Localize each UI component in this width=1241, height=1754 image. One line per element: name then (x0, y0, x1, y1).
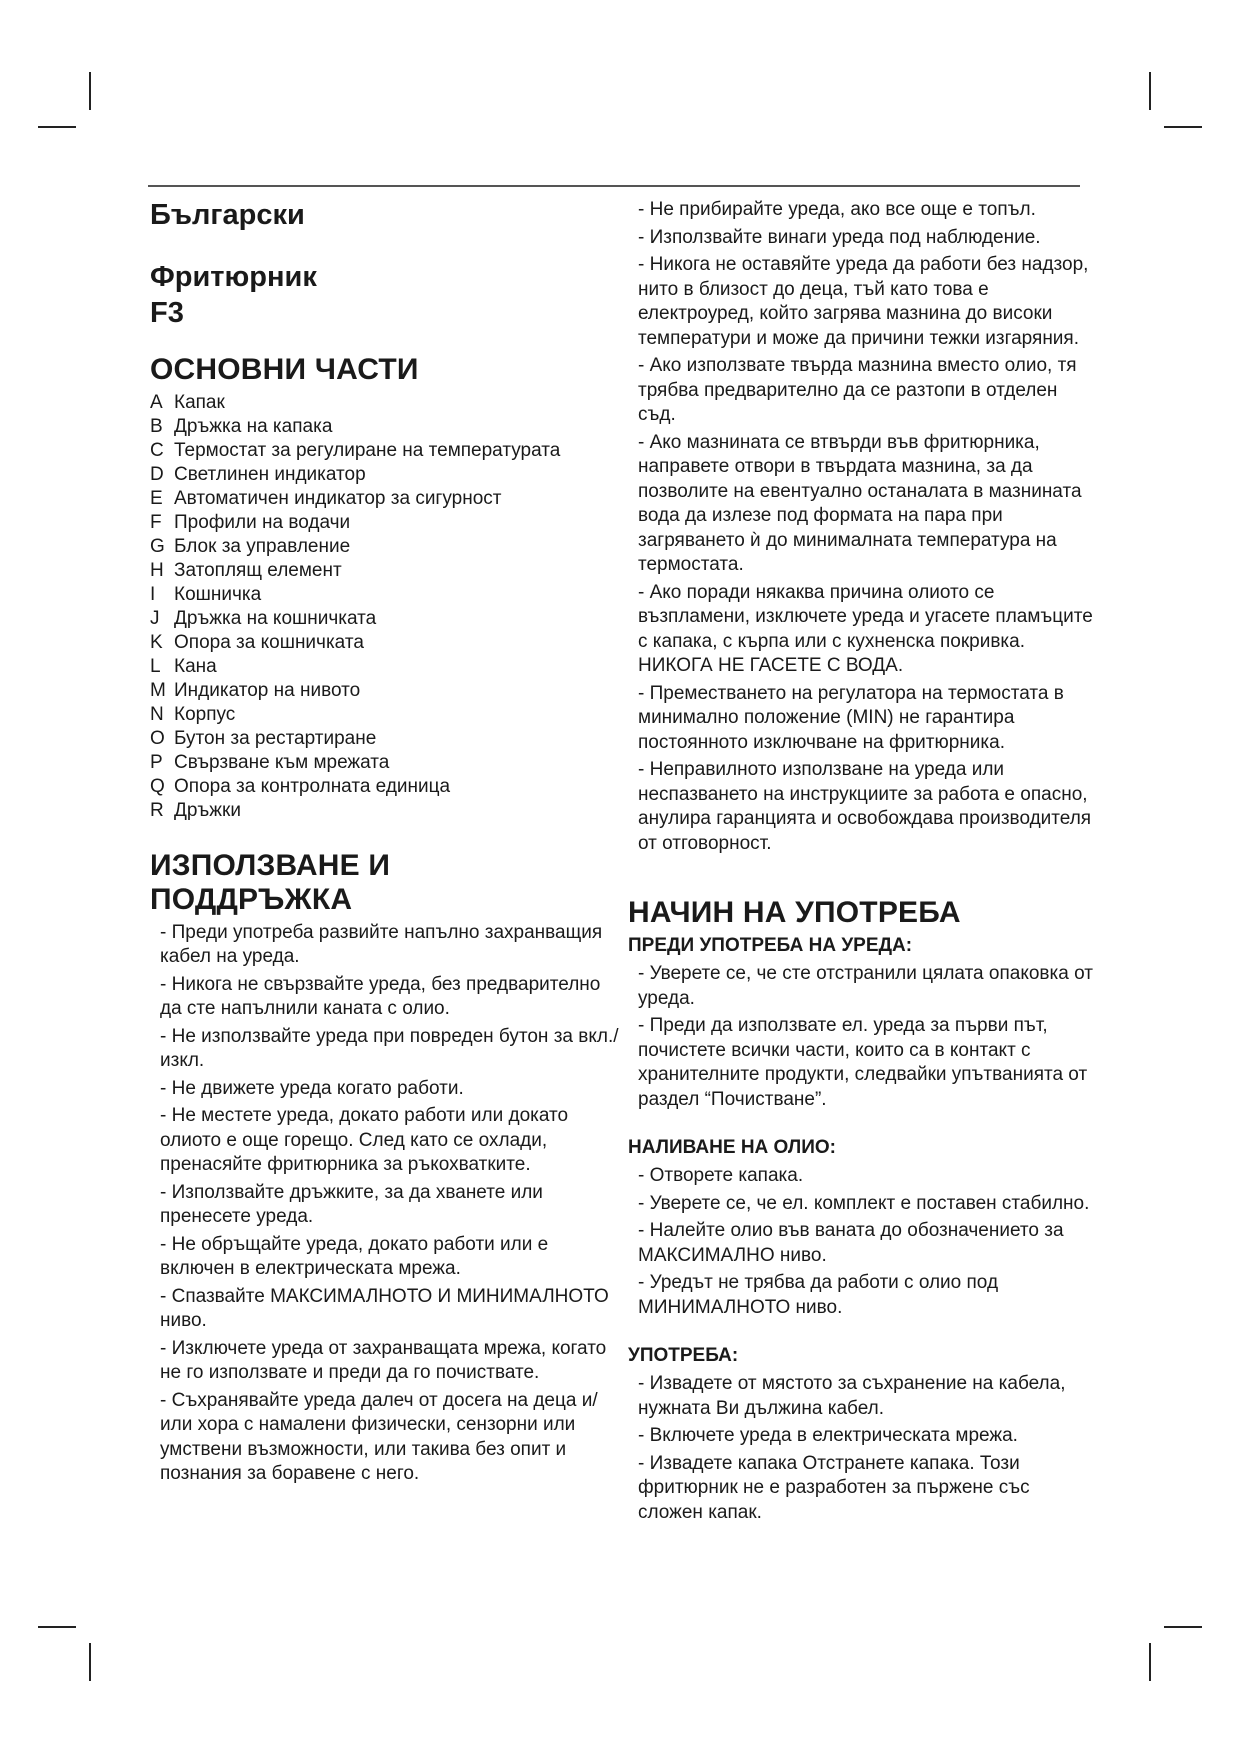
part-item: F Профили на водачи (150, 511, 351, 533)
right-column (628, 198, 1098, 1528)
list-item: - Не използвайте уреда при повреден бутон за вкл./изкл. (160, 1025, 619, 1072)
part-item: E Автоматичен индикатор за сигурност (150, 487, 502, 509)
part-item: R Дръжки (150, 799, 241, 821)
list-item: - Съхранявайте уреда далеч от досега на деца и/или хора с намалени физически, сензорни или умствени възможности, или такива без опит и познания за боравене с него. (160, 1389, 598, 1485)
product-name: Фритюрник (150, 260, 317, 293)
list-item: - Използвайте винаги уреда под наблюдение. (638, 226, 1041, 248)
list-item: - Преди употреба развийте напълно захранващия кабел на уреда. (160, 921, 603, 968)
list-item: - Ако поради някаква причина олиото се възпламени, изключете уреда и угасете пламъците с капака, с кърпа или с кухненска покривка. НИКОГА НЕ ГАСЕТЕ С ВОДА. (638, 581, 1093, 676)
list-item: - Уредът не трябва да работи с олио под МИНИМАЛНОТО ниво. (638, 1272, 999, 1318)
list-item: - Отворете капака. (638, 1165, 804, 1186)
before-use-list (628, 962, 1098, 1112)
part-item: A Капак (150, 391, 225, 413)
part-item: N Корпус (150, 703, 236, 725)
parts-list (150, 391, 620, 823)
part-item: P Свързване към мрежата (150, 751, 390, 773)
list-item: - Включете уреда в електрическата мрежа. (638, 1425, 1018, 1446)
part-item: Q Опора за контролната единица (150, 775, 451, 797)
usage-subheading: УПОТРЕБА: (628, 1345, 739, 1366)
part-item: L Кана (150, 655, 217, 677)
list-item: - Ако използвате твърда мазнина вместо олио, тя трябва предварително да се разтопи в отделен съд. (638, 355, 1077, 425)
list-item: - Преди да използвате ел. уреда за първи път, почистете всички части, които са в контакт с хранителните продукти, следвайки упътванията от раздел “Почистване”. (638, 1015, 1088, 1110)
crop-mark-bottom-left-horizontal (38, 1626, 76, 1628)
part-item: I Кошничка (150, 583, 262, 605)
crop-mark-top-left-horizontal (38, 126, 76, 128)
part-item: H Затоплящ елемент (150, 559, 342, 581)
list-item: - Неправилното използване на уреда или неспазването на инструкциите за работа е опасно, анулира гаранцията и освобождава производителя от отговорност. (638, 759, 1092, 854)
list-item: - Спазвайте МАКСИМАЛНОТО И МИНИМАЛНОТО ниво. (160, 1285, 609, 1332)
oil-filling-list (628, 1164, 1098, 1320)
list-item: - Извадете капака Отстранете капака. Този фритюрник не е разработен за пържене със сложен капак. (638, 1452, 1030, 1523)
list-item: - Уверете се, че сте отстранили цялата опаковка от уреда. (638, 963, 1093, 1009)
part-item: G Блок за управление (150, 535, 351, 557)
crop-mark-bottom-right-horizontal (1164, 1626, 1202, 1628)
left-column (150, 198, 620, 1490)
part-item: D Светлинен индикатор (150, 463, 366, 485)
list-item: - Никога не оставяйте уреда да работи без надзор, нито в близост до деца, тъй като това е електроуред, който загрява мазнина до високи температури и може да причини тежки изгаряния. (638, 254, 1089, 349)
list-item: - Не прибирайте уреда, ако все още е топъл. (638, 199, 1036, 220)
crop-mark-top-right-vertical (1149, 72, 1151, 110)
part-item: B Дръжка на капака (150, 415, 333, 437)
language-title: Български (150, 199, 305, 231)
list-item: - Преместването на регулатора на термостата в минимално положение (MIN) не гарантира постоянното изключване на фритюрника. (638, 682, 1064, 753)
part-item: C Термостат за регулиране на температурата (150, 439, 561, 461)
part-item: M Индикатор на нивото (150, 679, 361, 701)
crop-mark-bottom-right-vertical (1149, 1643, 1151, 1681)
list-item: - Използвайте дръжките, за да хванете или пренесете уреда. (160, 1181, 543, 1228)
list-item: - Изключете уреда от захранващата мрежа, когато не го използвате и преди да го почиствате. (160, 1337, 607, 1384)
product-model: F3 (150, 296, 184, 329)
part-item: J Дръжка на кошничката (150, 607, 377, 629)
list-item: - Никога не свързвайте уреда, без предварително да сте напълнили каната с олио. (160, 973, 601, 1020)
list-item: - Не обръщайте уреда, докато работи или е включен в електрическата мрежа. (160, 1233, 549, 1280)
list-item: - Ако мазнината се втвърди във фритюрника, направете отвори в твърдата мазнина, за да позволите на евентуално останалата в мазнината вода да излезе под формата на пара при загряването ѝ до минималната температура на термостата. (638, 431, 1082, 575)
usage-heading: ИЗПОЛЗВАНЕ И ПОДДРЪЖКА (150, 848, 391, 916)
usage-list-left (150, 921, 620, 1487)
method-heading: НАЧИН НА УПОТРЕБА (628, 896, 961, 929)
list-item: - Извадете от мястото за съхранение на кабела, нужната Ви дължина кабел. (638, 1373, 1066, 1419)
crop-mark-bottom-left-vertical (89, 1643, 91, 1681)
usage-list-right (628, 198, 1098, 856)
parts-heading: ОСНОВНИ ЧАСТИ (150, 352, 419, 386)
list-item: - Не движете уреда когато работи. (160, 1077, 464, 1099)
crop-mark-top-left-vertical (89, 72, 91, 110)
part-item: K Опора за кошничката (150, 631, 364, 653)
product-title (150, 259, 620, 331)
crop-mark-top-right-horizontal (1164, 126, 1202, 128)
usage-steps-list (628, 1372, 1098, 1525)
header-rule (148, 185, 1080, 187)
part-item: O Бутон за рестартиране (150, 727, 377, 749)
list-item: - Уверете се, че ел. комплект е поставен стабилно. (638, 1192, 1090, 1214)
oil-filling-heading: НАЛИВАНЕ НА ОЛИО: (628, 1137, 836, 1158)
before-use-heading: ПРЕДИ УПОТРЕБА НА УРЕДА: (628, 935, 913, 956)
list-item: - Не местете уреда, докато работи или докато олиото е още горещо. След като се охлади, пренасяйте фритюрника за ръкохватките. (160, 1105, 569, 1176)
list-item: - Налейте олио във ваната до обозначението за МАКСИМАЛНО ниво. (638, 1220, 1064, 1266)
